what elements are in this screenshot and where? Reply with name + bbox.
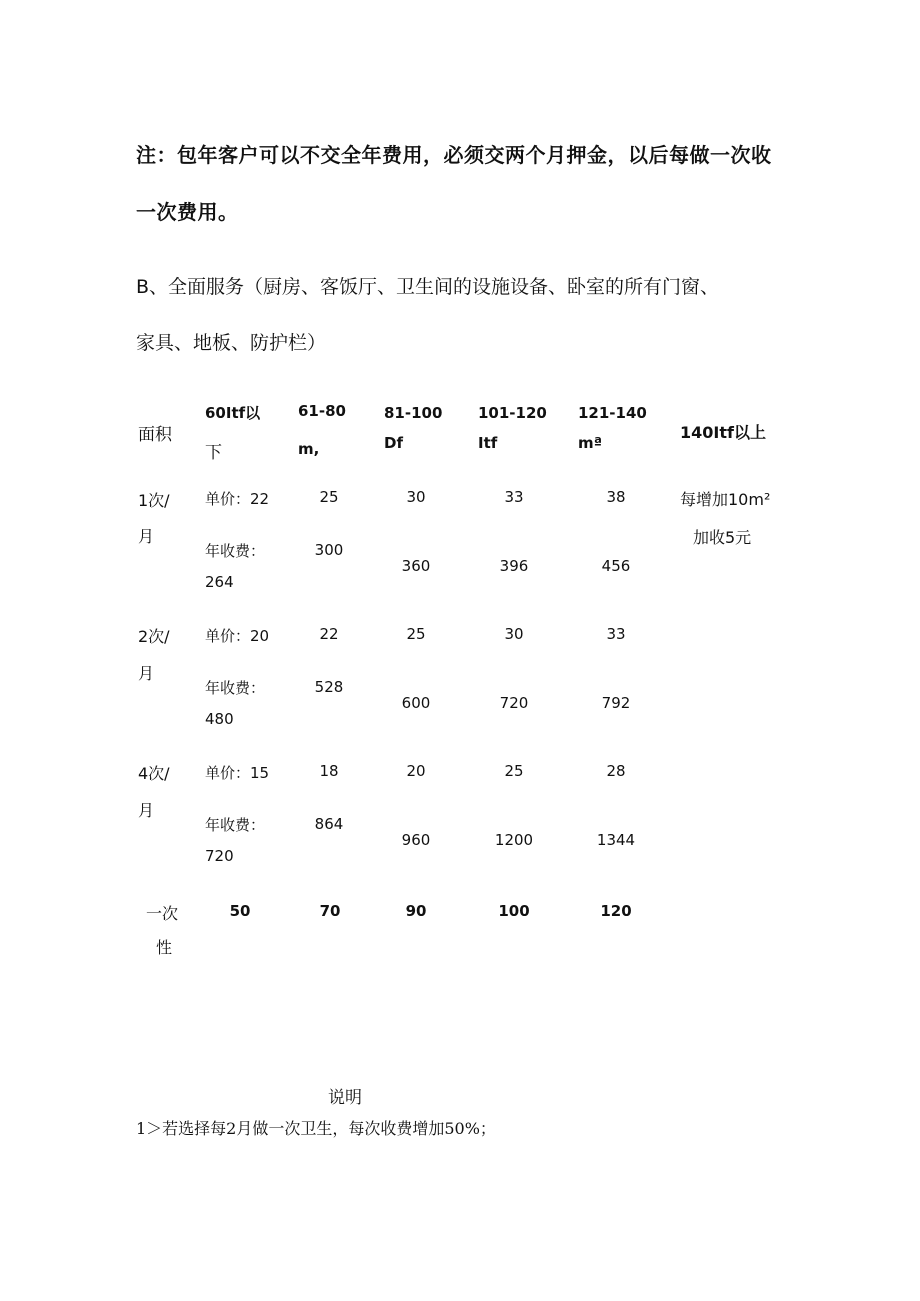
- row1-unit-c2: 25: [319, 488, 339, 506]
- row3-year-label-a: 年收费：: [205, 816, 266, 834]
- header-col2-b: m,: [298, 440, 320, 458]
- header-col4-a: 101-120: [478, 404, 547, 422]
- row3-freq-a: 4次/: [138, 764, 170, 783]
- row2-year-c4: 720: [499, 694, 529, 712]
- header-col5-a: 121-140: [578, 404, 647, 422]
- row2-year-c5: 792: [601, 694, 631, 712]
- row3-freq-b: 月: [138, 801, 155, 820]
- row2-year-label-b: 480: [205, 710, 234, 728]
- header-col2-a: 61-80: [298, 402, 346, 420]
- note-line-2: 一次费用。: [136, 200, 239, 224]
- once-c1: 50: [229, 902, 251, 920]
- note-line-1: 注：包年客户可以不交全年费用，必须交两个月押金，以后每做一次收: [136, 143, 772, 167]
- row1-unit-c3: 30: [406, 488, 426, 506]
- row1-year-label-b: 264: [205, 573, 234, 591]
- once-c5: 120: [600, 902, 632, 920]
- row3-year-c2: 864: [314, 815, 344, 833]
- row2-year-label-a: 年收费：: [205, 679, 266, 697]
- explain-title: 说明: [328, 1088, 362, 1108]
- row1-unit-c4: 33: [504, 488, 524, 506]
- header-col5-b: mª: [578, 434, 603, 452]
- row2-freq-a: 2次/: [138, 627, 170, 646]
- row2-unit-c2: 22: [319, 625, 339, 643]
- section-line-1: B、全面服务（厨房、客饭厅、卫生间的设施设备、卧室的所有门窗、: [136, 276, 720, 298]
- row2-year-c2: 528: [314, 678, 344, 696]
- row1-year-c3: 360: [401, 557, 431, 575]
- row1-unit-c5: 38: [606, 488, 626, 506]
- explain-item-1: 1＞若选择每2月做一次卫生，每次收费增加50%；: [136, 1119, 496, 1138]
- header-col3-b: Df: [384, 434, 403, 452]
- once-c2: 70: [319, 902, 341, 920]
- row2-freq-b: 月: [138, 664, 155, 683]
- row1-year-c4: 396: [499, 557, 529, 575]
- header-col4-b: Itf: [478, 434, 498, 452]
- row3-year-c4: 1200: [494, 831, 534, 849]
- once-c3: 90: [405, 902, 427, 920]
- row2-unit-label: 单价：20: [205, 627, 270, 645]
- header-area: 面积: [138, 425, 172, 445]
- row2-unit-c5: 33: [606, 625, 626, 643]
- once-c4: 100: [498, 902, 530, 920]
- row3-unit-c4: 25: [504, 762, 524, 780]
- row3-year-label-b: 720: [205, 847, 234, 865]
- row3-year-c5: 1344: [596, 831, 636, 849]
- row1-year-c5: 456: [601, 557, 631, 575]
- row1-freq-a: 1次/: [138, 491, 170, 510]
- section-line-2: 家具、地板、防护栏）: [136, 332, 327, 354]
- extra-note-b: 加收5元: [693, 528, 752, 547]
- row3-unit-c2: 18: [319, 762, 339, 780]
- row3-unit-label: 单价：15: [205, 764, 270, 782]
- row3-unit-c3: 20: [406, 762, 426, 780]
- row1-year-label-a: 年收费：: [205, 542, 266, 560]
- row3-unit-c5: 28: [606, 762, 626, 780]
- row3-year-c3: 960: [401, 831, 431, 849]
- row1-unit-label: 单价：22: [205, 490, 270, 508]
- once-label-b: 性: [156, 938, 173, 957]
- row1-year-c2: 300: [314, 541, 344, 559]
- once-label-a: 一次: [146, 904, 179, 923]
- header-col1-b: 下: [205, 443, 222, 463]
- row2-unit-c3: 25: [406, 625, 426, 643]
- row2-year-c3: 600: [401, 694, 431, 712]
- header-col3-a: 81-100: [384, 404, 443, 422]
- header-col6: 140Itf以上: [680, 423, 766, 442]
- extra-note-a: 每增加10m²: [680, 490, 771, 509]
- header-col1-a: 60Itf以: [205, 404, 261, 422]
- row1-freq-b: 月: [138, 527, 155, 546]
- row2-unit-c4: 30: [504, 625, 524, 643]
